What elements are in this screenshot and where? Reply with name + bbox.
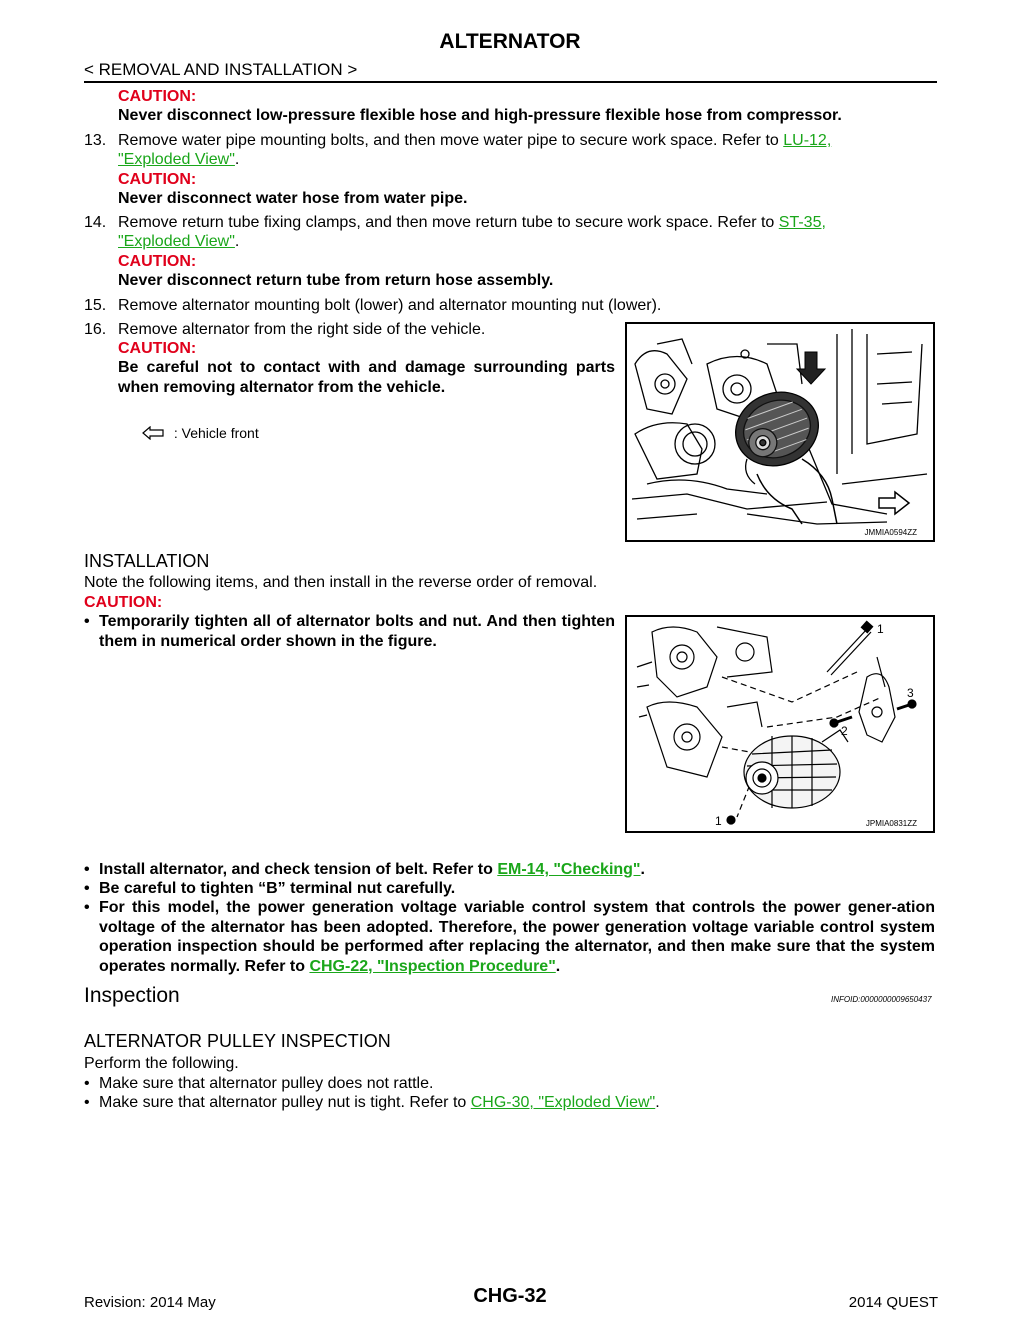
- step-13-cont: [118, 150, 239, 169]
- figure-code: JPMIA0831ZZ: [865, 819, 917, 828]
- callout-2: 2: [841, 724, 848, 738]
- install-bullet-4-end: .: [555, 957, 561, 975]
- caution-label: CAUTION:: [84, 594, 163, 611]
- bullet-icon: •: [84, 613, 90, 630]
- page-title: ALTERNATOR: [439, 30, 581, 53]
- link-exploded-view[interactable]: "Exploded View": [118, 233, 235, 250]
- header-rule: [84, 81, 937, 83]
- installation-heading: INSTALLATION: [84, 551, 210, 571]
- callout-1-top: 1: [877, 622, 884, 636]
- section-breadcrumb: < REMOVAL AND INSTALLATION >: [84, 60, 358, 79]
- inspection-bullet-2-end: .: [655, 1094, 660, 1111]
- inspection-bullet-2: [99, 1093, 660, 1112]
- caution-text: Be careful not to contact with and damage surrounding parts when removing alternator from the vehicle.: [118, 359, 615, 396]
- step-14-text: Remove return tube fixing clamps, and then move return tube to secure work space. Refer to: [118, 214, 779, 231]
- link-chg-30-exploded-view[interactable]: CHG-30, "Exploded View": [470, 1094, 656, 1111]
- step-number: 15.: [84, 297, 107, 314]
- link-exploded-view[interactable]: "Exploded View": [118, 151, 235, 168]
- link-lu-12[interactable]: LU-12,: [783, 132, 832, 149]
- step-13: [118, 131, 935, 150]
- step-13-text: Remove water pipe mounting bolts, and then move water pipe to secure work space. Refer to: [118, 132, 784, 149]
- figure-alternator-removal: [625, 322, 935, 542]
- caution-label: CAUTION:: [118, 253, 197, 270]
- link-em-14-checking[interactable]: EM-14, "Checking": [497, 861, 641, 878]
- vehicle-front-legend: [142, 425, 259, 443]
- bullet-icon: •: [84, 1075, 90, 1092]
- link-chg-22-inspection-procedure[interactable]: CHG-22, "Inspection Procedure": [309, 957, 556, 975]
- inspection-bullet-2-text: Make sure that alternator pulley nut is tight. Refer to: [99, 1094, 471, 1111]
- step-number: 14.: [84, 214, 107, 231]
- bullet-icon: •: [84, 899, 90, 916]
- caution-label: CAUTION:: [118, 340, 197, 357]
- inspection-intro: Perform the following.: [84, 1055, 239, 1072]
- install-bullet-4: [99, 898, 935, 976]
- install-bullet-1: Temporarily tighten all of alternator bolts and nut. And then tighten them in numerical order shown in the figure.: [99, 613, 615, 650]
- install-bullet-3: Be careful to tighten “B” terminal nut carefully.: [99, 880, 456, 897]
- link-st-35[interactable]: ST-35,: [778, 214, 826, 231]
- installation-intro: Note the following items, and then install in the reverse order of removal.: [84, 574, 598, 591]
- bullet-icon: •: [84, 1094, 90, 1111]
- bullet-icon: •: [84, 861, 90, 878]
- bullet-icon: •: [84, 880, 90, 897]
- install-bullet-4-text: For this model, the power generation voltage variable control system that controls the power gener-ation voltage of the alternator has been adopted. Therefore, the power generation voltage variable control system operation inspection should be performed after replacing the alternator, and then make sure that the system operates normally. Refer to: [99, 899, 935, 975]
- callout-3: 3: [907, 686, 914, 700]
- footer-revision: Revision: 2014 May: [84, 1294, 216, 1311]
- caution-text: Never disconnect water hose from water pipe.: [118, 190, 468, 207]
- figure-code: JMMIA0594ZZ: [864, 528, 917, 537]
- install-bullet-2: [99, 860, 645, 880]
- figure-alternator-tightening-order: [625, 615, 935, 833]
- caution-text: Never disconnect return tube from return hose assembly.: [118, 272, 554, 289]
- step-15-text: Remove alternator mounting bolt (lower) and alternator mounting nut (lower).: [118, 297, 662, 314]
- footer-model: 2014 QUEST: [848, 1294, 938, 1311]
- footer-page-number: CHG-32: [473, 1285, 547, 1307]
- step-14-cont: [118, 232, 239, 251]
- step-14-end: .: [234, 233, 240, 250]
- pulley-inspection-heading: ALTERNATOR PULLEY INSPECTION: [84, 1031, 391, 1051]
- inspection-bullet-1: Make sure that alternator pulley does not rattle.: [99, 1075, 434, 1092]
- arrow-left-icon: [142, 426, 164, 443]
- inspection-heading: Inspection: [84, 984, 180, 1007]
- legend-text: : Vehicle front: [173, 425, 259, 441]
- alternator-exploded-illustration: [627, 617, 933, 831]
- step-13-end: .: [234, 151, 240, 168]
- install-bullet-2-end: .: [640, 861, 645, 878]
- install-bullet-2-text: Install alternator, and check tension of belt. Refer to: [99, 861, 498, 878]
- step-number: 13.: [84, 132, 107, 149]
- caution-label: CAUTION:: [118, 171, 197, 188]
- step-number: 16.: [84, 321, 107, 338]
- caution-label: CAUTION:: [118, 88, 197, 105]
- info-id: INFOID:0000000009650437: [831, 995, 932, 1004]
- step-14: [118, 213, 935, 232]
- callout-1-bottom: 1: [715, 814, 722, 828]
- alternator-removal-illustration: [627, 324, 933, 540]
- step-16-text: Remove alternator from the right side of the vehicle.: [118, 321, 486, 338]
- caution-text: Never disconnect low-pressure flexible hose and high-pressure flexible hose from compressor.: [118, 107, 842, 124]
